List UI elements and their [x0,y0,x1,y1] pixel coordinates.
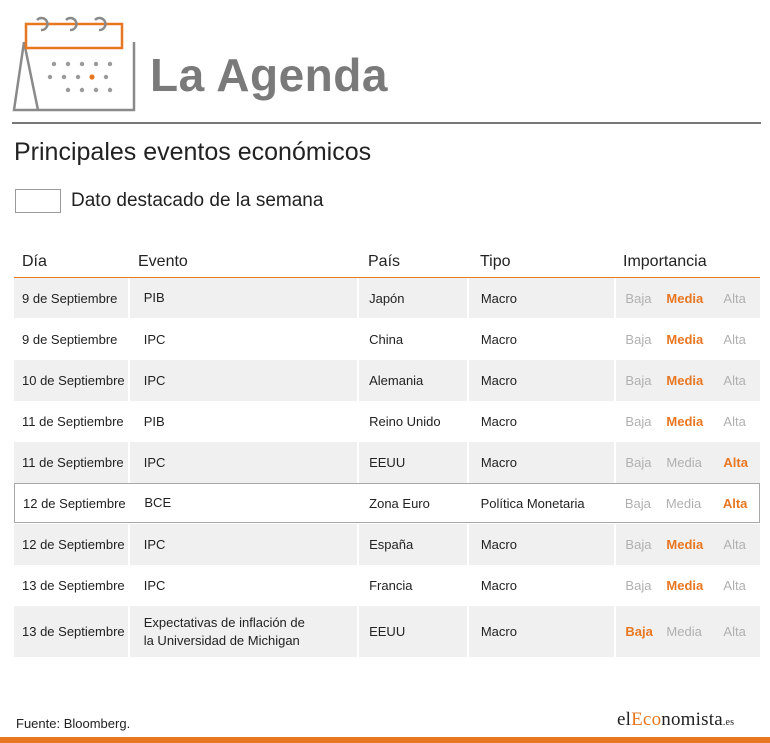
table-row [14,360,760,401]
cell-dia: 11 de Septiembre [22,414,124,429]
cell-tipo: Macro [469,442,615,483]
cell-evento [130,524,357,565]
importance-level-baja: Baja [625,537,652,552]
table-row [14,278,760,318]
evento-line: IPC [143,536,166,552]
header-divider [12,122,761,124]
importance-level-alta: Alta [723,290,746,306]
cell-dia: 10 de Septiembre [14,360,128,401]
events-table [14,244,760,648]
cell-dia: 9 de Septiembre [22,332,118,347]
cell-tipo: Macro [480,414,517,429]
table-row [14,565,760,606]
cell-dia: 13 de Septiembre [14,606,128,657]
importance-level-baja: Baja [625,414,652,429]
cell-dia: 9 de Septiembre [14,278,128,318]
cell-pais: EEUU [359,442,467,483]
cell-tipo: Macro [469,606,615,657]
evento-line: IPC [143,331,166,347]
importance-level-media: Media [666,290,704,306]
cell-evento [130,360,357,401]
column-header-evento: Evento [138,253,188,270]
cell-evento [130,606,357,657]
table-row [14,442,760,483]
importance-level-media: Media [666,578,704,593]
calendar-icon [12,12,137,112]
importance-level-media: Media [666,332,704,347]
cell-tipo: Política Monetaria [469,484,614,522]
cell-tipo: Macro [469,360,615,401]
importance-level-alta: Alta [723,537,746,552]
importance-level-media: Media [666,537,704,552]
cell-evento [130,484,357,522]
importance-level-media: Media [666,373,704,388]
cell-pais: EEUU [359,606,467,657]
importance-level-alta: Alta [723,624,746,639]
importance-level-media: Media [665,495,702,511]
cell-tipo: Macro [480,332,517,347]
page-title: La Agenda [150,49,388,101]
table-row [14,483,760,523]
brand-suffix: nomista [661,709,723,730]
evento-line: BCE [144,495,172,510]
cell-pais: España [359,524,467,565]
column-header-tipo: Tipo [480,253,511,270]
table-header [14,244,760,278]
cell-pais: Alemania [359,360,467,401]
cell-evento [130,442,357,483]
importance-level-alta: Alta [723,373,746,388]
importance-level-alta: Alta [723,455,748,470]
cell-tipo: Macro [480,578,517,593]
importance-level-baja: Baja [625,578,652,593]
column-header-dia: Día [22,253,47,270]
cell-importancia [616,565,760,606]
cell-evento [130,319,357,360]
cell-evento [130,565,357,606]
column-header-pais: País [368,253,401,270]
cell-importancia [616,319,760,360]
importance-level-media: Media [666,414,704,429]
legend [15,189,323,213]
evento-line: IPC [143,577,166,593]
cell-importancia [616,606,760,657]
importance-level-media: Media [666,455,702,470]
legend-label: Dato destacado de la semana [71,190,324,211]
cell-pais: Francia [369,578,413,593]
source-note: Fuente: Bloomberg. [16,716,131,731]
importance-level-baja: Baja [624,495,651,511]
evento-line: IPC [143,372,166,388]
cell-dia: 11 de Septiembre [14,442,128,483]
table-row [14,401,760,442]
evento-line: PIB [143,290,165,305]
evento-line: Expectativas de inflación de [143,614,305,630]
cell-pais: Zona Euro [359,484,466,522]
cell-dia: 13 de Septiembre [22,578,125,593]
importance-level-alta: Alta [723,578,746,593]
cell-tipo: Macro [469,278,615,318]
cell-importancia [616,278,760,318]
importance-level-baja: Baja [625,455,652,470]
brand-logo [617,709,734,731]
cell-importancia [616,524,760,565]
table-row [14,524,760,565]
cell-evento [130,401,357,442]
evento-line: la Universidad de Michigan [143,632,300,648]
importance-level-media: Media [666,624,702,639]
importance-level-baja: Baja [625,624,653,639]
importance-level-alta: Alta [723,414,746,429]
cell-evento [130,278,357,318]
section-title: Principales eventos económicos [14,138,372,166]
evento-line: IPC [143,454,166,470]
cell-importancia [616,401,760,442]
table-row [14,606,760,657]
cell-dia: 12 de Septiembre [14,524,128,565]
brand-accent: Eco [631,709,662,730]
importance-level-alta: Alta [723,332,746,347]
importance-level-baja: Baja [625,290,652,306]
brand-tld: .es [722,717,735,728]
cell-importancia [616,360,760,401]
cell-tipo: Macro [469,524,615,565]
cell-pais: Japón [359,278,467,318]
brand-prefix: el [617,709,632,730]
importance-level-baja: Baja [625,373,652,388]
column-header-importancia: Importancia [623,253,707,270]
legend-swatch [15,189,61,213]
cell-importancia [616,442,760,483]
header [0,0,770,125]
evento-line: PIB [143,413,165,429]
table-row [14,319,760,360]
cell-importancia [616,484,759,522]
importance-level-alta: Alta [722,495,748,511]
cell-pais: China [369,332,404,347]
cell-pais: Reino Unido [369,414,441,429]
footer-accent-bar [0,737,770,743]
importance-level-baja: Baja [625,332,652,347]
cell-dia: 12 de Septiembre [15,484,128,522]
